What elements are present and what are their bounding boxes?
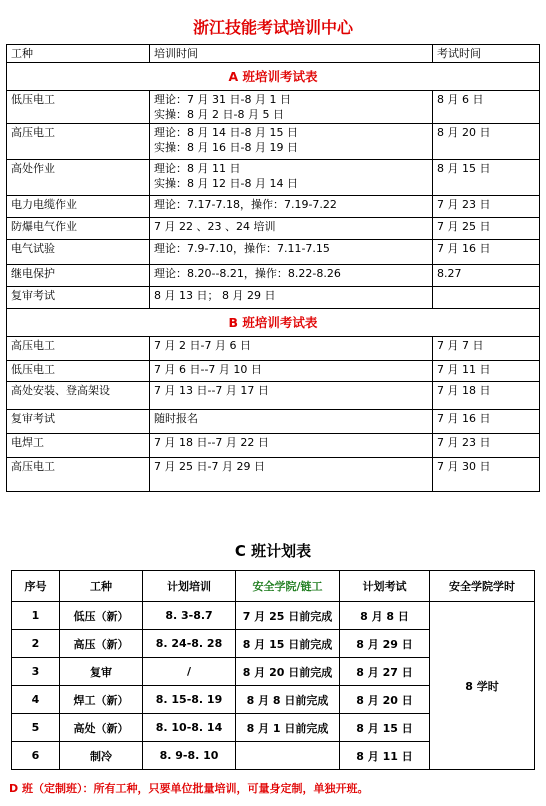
cell-type: 复审考试 [7, 287, 150, 309]
c-cell-academy: 8 月 8 日前完成 [236, 686, 340, 714]
cell-training [150, 434, 433, 458]
table-row [7, 240, 540, 265]
page-title: 浙江技能考试培训中心 [192, 18, 353, 37]
cell-exam [433, 287, 540, 309]
training-line: 7 月 13 日--7 月 17 日 [154, 384, 269, 397]
training-line: 7 月 2 日-7 月 6 日 [154, 339, 251, 352]
cell-type: 复审考试 [7, 410, 150, 434]
cell-exam: 7 月 18 日 [433, 382, 540, 410]
c-cell-plan: / [143, 658, 236, 686]
cell-training [150, 337, 433, 361]
cell-exam: 8 月 6 日 [433, 91, 540, 124]
training-line: 随时报名 [154, 412, 198, 425]
c-cell-exam: 8 月 20 日 [340, 686, 430, 714]
training-line: 实操：8 月 2 日-8 月 5 日 [154, 108, 284, 121]
cell-type: 高处作业 [7, 160, 150, 196]
table-row [7, 160, 540, 196]
c-cell-exam: 8 月 29 日 [340, 630, 430, 658]
cell-training [150, 218, 433, 240]
cell-training [150, 91, 433, 124]
section-a-title-row [7, 63, 540, 91]
c-cell-exam: 8 月 11 日 [340, 742, 430, 770]
cell-training [150, 124, 433, 160]
c-cell-no: 5 [12, 714, 60, 742]
c-cell-academy [236, 742, 340, 770]
table-header-row [7, 45, 540, 63]
cell-exam: 7 月 23 日 [433, 434, 540, 458]
table-row [7, 458, 540, 492]
table-row [7, 382, 540, 410]
table-row [7, 337, 540, 361]
c-cell-academy: 8 月 15 日前完成 [236, 630, 340, 658]
c-cell-academy: 8 月 1 日前完成 [236, 714, 340, 742]
table-row [7, 361, 540, 382]
cell-type: 电气试验 [7, 240, 150, 265]
cell-exam: 7 月 16 日 [433, 410, 540, 434]
training-line: 实操：8 月 16 日-8 月 19 日 [154, 141, 298, 154]
training-line: 理论：8 月 11 日 [154, 162, 241, 175]
c-header-no: 序号 [12, 571, 60, 602]
c-cell-type: 高压（新） [60, 630, 143, 658]
cell-type: 防爆电气作业 [7, 218, 150, 240]
c-header-type: 工种 [60, 571, 143, 602]
cell-exam: 8.27 [433, 265, 540, 287]
cell-training [150, 287, 433, 309]
c-cell-type: 焊工（新） [60, 686, 143, 714]
training-line: 7 月 18 日--7 月 22 日 [154, 436, 269, 449]
header-training: 培训时间 [150, 45, 433, 63]
c-table-row [12, 602, 535, 630]
c-cell-academy: 7 月 25 日前完成 [236, 602, 340, 630]
section-b-title: B 班培训考试表 [7, 309, 540, 337]
cell-type: 低压电工 [7, 361, 150, 382]
main-schedule-table [6, 44, 540, 492]
table-row [7, 434, 540, 458]
training-line: 实操：8 月 12 日-8 月 14 日 [154, 177, 298, 190]
training-line: 7 月 6 日--7 月 10 日 [154, 363, 262, 376]
cell-exam: 7 月 16 日 [433, 240, 540, 265]
header-type: 工种 [7, 45, 150, 63]
c-cell-no: 2 [12, 630, 60, 658]
cell-training [150, 382, 433, 410]
cell-type: 低压电工 [7, 91, 150, 124]
training-line: 7 月 25 日-7 月 29 日 [154, 460, 265, 473]
c-cell-type: 制冷 [60, 742, 143, 770]
c-cell-no: 4 [12, 686, 60, 714]
cell-type: 高压电工 [7, 124, 150, 160]
c-cell-plan: 8. 9-8. 10 [143, 742, 236, 770]
c-cell-exam: 8 月 27 日 [340, 658, 430, 686]
c-cell-exam: 8 月 15 日 [340, 714, 430, 742]
c-cell-type: 高处（新） [60, 714, 143, 742]
cell-type: 电焊工 [7, 434, 150, 458]
c-cell-plan: 8. 24-8. 28 [143, 630, 236, 658]
cell-type: 继电保护 [7, 265, 150, 287]
header-exam: 考试时间 [433, 45, 540, 63]
cell-type: 高压电工 [7, 337, 150, 361]
c-cell-no: 3 [12, 658, 60, 686]
cell-training [150, 361, 433, 382]
table-row [7, 410, 540, 434]
training-line: 7 月 22 、23 、24 培训 [154, 220, 276, 233]
c-cell-academy: 8 月 20 日前完成 [236, 658, 340, 686]
c-cell-no: 1 [12, 602, 60, 630]
c-header-plan: 计划培训 [143, 571, 236, 602]
cell-exam: 8 月 15 日 [433, 160, 540, 196]
c-header-exam: 计划考试 [340, 571, 430, 602]
c-cell-hours: 8 学时 [430, 602, 535, 770]
cell-training [150, 458, 433, 492]
cell-exam: 7 月 11 日 [433, 361, 540, 382]
training-line: 理论：7.17-7.18，操作：7.19-7.22 [154, 198, 337, 211]
c-cell-plan: 8. 15-8. 19 [143, 686, 236, 714]
training-line: 理论：7.9-7.10，操作：7.11-7.15 [154, 242, 330, 255]
table-row [7, 91, 540, 124]
c-class-table [11, 570, 535, 770]
cell-exam: 7 月 30 日 [433, 458, 540, 492]
cell-training [150, 240, 433, 265]
cell-type: 高处安装、登高架设 [7, 382, 150, 410]
c-cell-plan: 8. 3-8.7 [143, 602, 236, 630]
training-line: 8 月 13 日； 8 月 29 日 [154, 289, 276, 302]
cell-exam: 7 月 23 日 [433, 196, 540, 218]
cell-exam: 8 月 20 日 [433, 124, 540, 160]
table-row [7, 124, 540, 160]
c-cell-plan: 8. 10-8. 14 [143, 714, 236, 742]
footer-note: D 班（定制班）：所有工种，只要单位批量培训，可量身定制，单独开班。 [9, 782, 369, 795]
c-cell-exam: 8 月 8 日 [340, 602, 430, 630]
cell-training [150, 410, 433, 434]
table-row [7, 196, 540, 218]
cell-exam: 7 月 25 日 [433, 218, 540, 240]
c-header-academy: 安全学院/链工 [236, 571, 340, 602]
section-b-title-row [7, 309, 540, 337]
table-row [7, 265, 540, 287]
cell-training [150, 265, 433, 287]
cell-type: 电力电缆作业 [7, 196, 150, 218]
cell-training [150, 160, 433, 196]
c-cell-no: 6 [12, 742, 60, 770]
training-line: 理论：7 月 31 日-8 月 1 日 [154, 93, 291, 106]
c-header-hours: 安全学院学时 [430, 571, 535, 602]
c-table-header-row [12, 571, 535, 602]
cell-training [150, 196, 433, 218]
training-line: 理论：8 月 14 日-8 月 15 日 [154, 126, 298, 139]
cell-type: 高压电工 [7, 458, 150, 492]
table-row [7, 287, 540, 309]
c-class-title: C 班计划表 [234, 542, 312, 560]
c-cell-type: 复审 [60, 658, 143, 686]
table-row [7, 218, 540, 240]
section-a-title: A 班培训考试表 [7, 63, 540, 91]
c-cell-type: 低压（新） [60, 602, 143, 630]
cell-exam: 7 月 7 日 [433, 337, 540, 361]
training-line: 理论：8.20--8.21，操作：8.22-8.26 [154, 267, 341, 280]
